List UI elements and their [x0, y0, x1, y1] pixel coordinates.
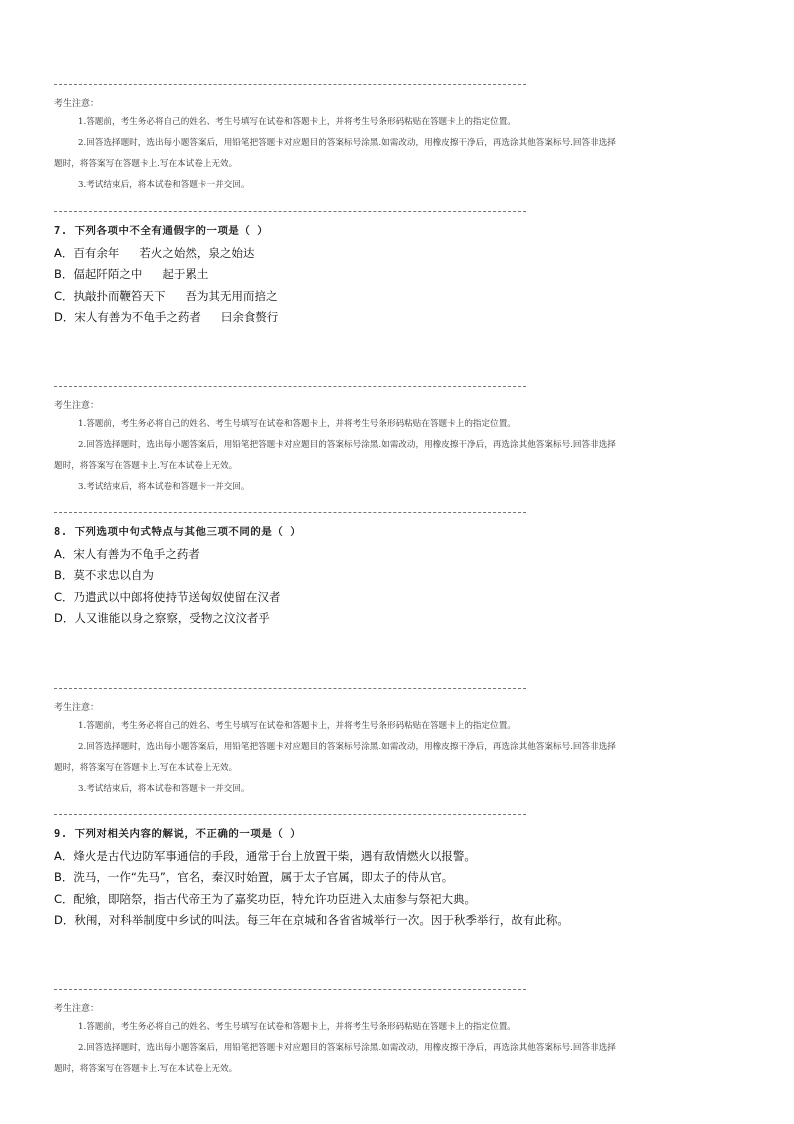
- notice-item-2-cont: 题时，将答案写在答题卡上.写在本试卷上无效。: [54, 1064, 238, 1074]
- dashed-divider: [54, 688, 526, 689]
- notice-item-3: 3.考试结束后，将本试卷和答题卡一并交回。: [78, 784, 250, 794]
- option-a: A．烽火是古代边防军事通信的手段，通常于台上放置干柴，遇有敌情燃火以报警。: [54, 849, 476, 863]
- notice-block: [54, 696, 744, 800]
- notice-heading: 考生注意：: [54, 401, 100, 411]
- notice-heading: 考生注意：: [54, 703, 100, 713]
- notice-item-1: 1.答题前，考生务必将自己的姓名、考生号填写在试卷和答题卡上，并将考生号条形码粘贴在答题卡上的指定位置。: [78, 419, 516, 429]
- notice-item-2-cont: 题时，将答案写在答题卡上.写在本试卷上无效。: [54, 461, 238, 471]
- notice-heading: 考生注意：: [54, 1004, 100, 1014]
- notice-item-2-cont: 题时，将答案写在答题卡上.写在本试卷上无效。: [54, 159, 238, 169]
- notice-item-1: 1.答题前，考生务必将自己的姓名、考生号填写在试卷和答题卡上，并将考生号条形码粘贴在答题卡上的指定位置。: [78, 117, 516, 127]
- dashed-divider: [54, 211, 526, 212]
- notice-item-1: 1.答题前，考生务必将自己的姓名、考生号填写在试卷和答题卡上，并将考生号条形码粘贴在答题卡上的指定位置。: [78, 721, 516, 731]
- dashed-divider: [54, 989, 526, 990]
- question-8: [54, 523, 744, 629]
- dashed-divider: [54, 386, 526, 387]
- option-c: C．乃遣武以中郎将使持节送匈奴使留在汉者: [54, 589, 281, 604]
- notice-item-3: 3.考试结束后，将本试卷和答题卡一并交回。: [78, 482, 250, 492]
- notice-item-3: 3.考试结束后，将本试卷和答题卡一并交回。: [78, 180, 250, 190]
- option-d: D．秋闱，对科举制度中乡试的叫法。每三年在京城和各省省城举行一次。因于秋季举行，故有此称。: [54, 912, 569, 927]
- notice-item-2-cont: 题时，将答案写在答题卡上.写在本试卷上无效。: [54, 763, 238, 773]
- option-a: A．宋人有善为不龟手之药者: [54, 547, 200, 561]
- question-7: [54, 222, 744, 328]
- option-a: A．百有余年 若火之始然，泉之始达: [54, 246, 255, 260]
- option-c: C．配飨，即陪祭，指古代帝王为了嘉奖功臣，特允许功臣进入太庙参与祭祀大典。: [54, 891, 477, 906]
- notice-item-2: 2.回答选择题时，选出每小题答案后，用铅笔把答题卡对应题目的答案标号涂黑.如需改动，用橡皮擦干净后，再选涂其他答案标号.回答非选择: [78, 1043, 616, 1053]
- option-b: B．莫不求忠以自为: [54, 568, 154, 583]
- question-stem: 8. 下列选项中句式特点与其他三项不同的是（ ）: [54, 526, 302, 538]
- notice-heading: 考生注意：: [54, 99, 100, 109]
- option-d: D．宋人有善为不龟手之药者 曰余食赘行: [54, 309, 279, 324]
- question-9: [54, 825, 744, 931]
- dashed-divider: [54, 512, 526, 513]
- question-stem: 7. 下列各项中不全有通假字的一项是（ ）: [54, 225, 269, 237]
- notice-block: [54, 997, 744, 1080]
- notice-block: [54, 394, 744, 498]
- question-stem: 9. 下列对相关内容的解说，不正确的一项是（ ）: [54, 828, 302, 840]
- option-c: C．执敲扑而鞭笞天下 吾为其无用而掊之: [54, 288, 278, 303]
- notice-block: [54, 92, 744, 196]
- option-b: B．洗马，一作“先马”，官名，秦汉时始置，属于太子官属，即太子的侍从官。: [54, 870, 454, 885]
- option-b: B．偪起阡陌之中 起于累土: [54, 267, 209, 282]
- notice-item-2: 2.回答选择题时，选出每小题答案后，用铅笔把答题卡对应题目的答案标号涂黑.如需改动，用橡皮擦干净后，再选涂其他答案标号.回答非选择: [78, 440, 616, 450]
- notice-item-2: 2.回答选择题时，选出每小题答案后，用铅笔把答题卡对应题目的答案标号涂黑.如需改动，用橡皮擦干净后，再选涂其他答案标号.回答非选择: [78, 742, 616, 752]
- option-d: D．人又谁能以身之察察，受物之汶汶者乎: [54, 610, 270, 625]
- notice-item-2: 2.回答选择题时，选出每小题答案后，用铅笔把答题卡对应题目的答案标号涂黑.如需改动，用橡皮擦干净后，再选涂其他答案标号.回答非选择: [78, 138, 616, 148]
- notice-item-1: 1.答题前，考生务必将自己的姓名、考生号填写在试卷和答题卡上，并将考生号条形码粘贴在答题卡上的指定位置。: [78, 1022, 516, 1032]
- dashed-divider: [54, 84, 526, 85]
- dashed-divider: [54, 814, 526, 815]
